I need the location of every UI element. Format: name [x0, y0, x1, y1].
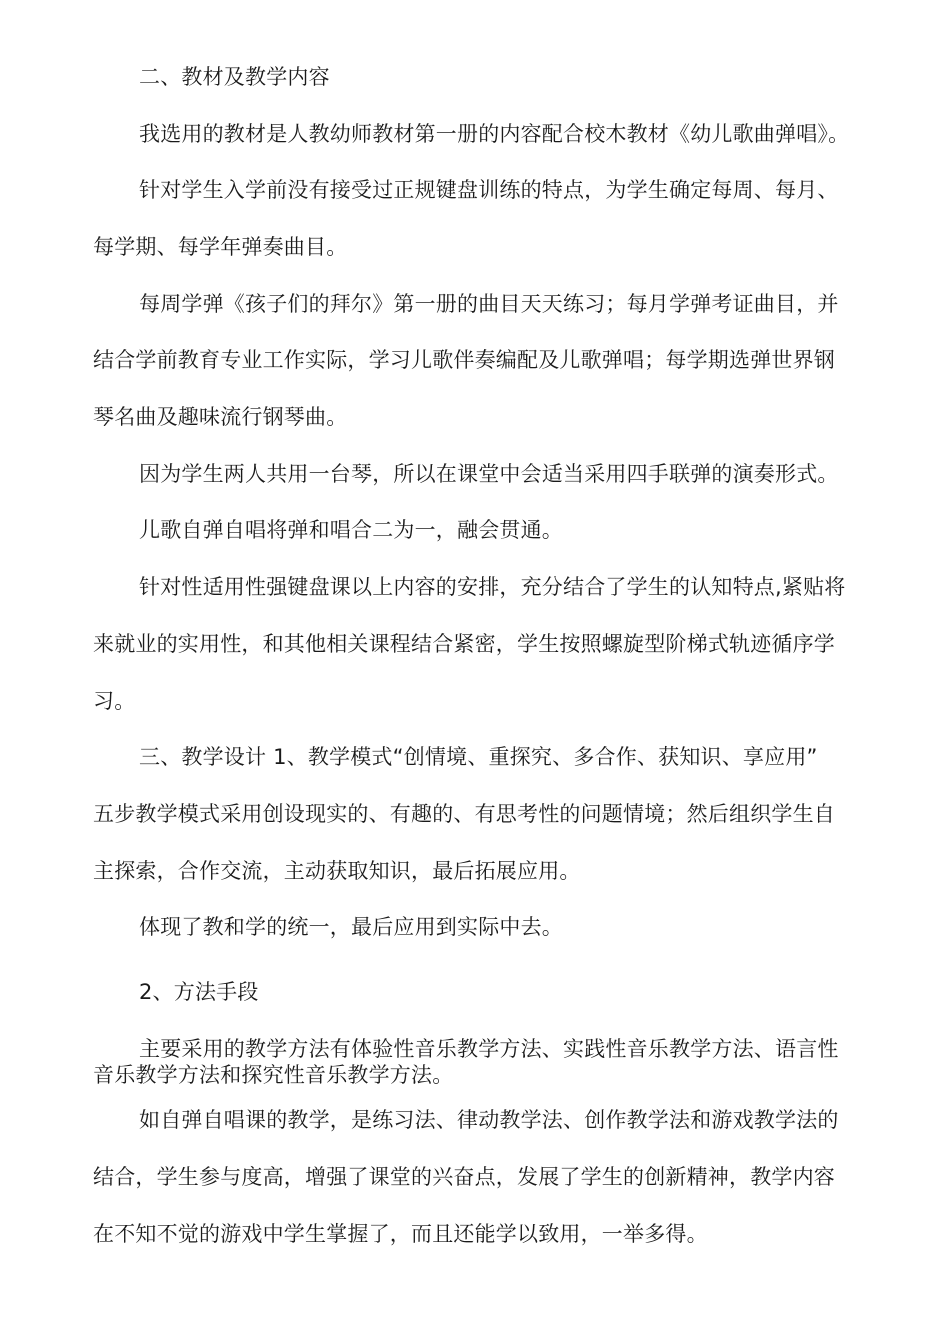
section-heading-textbook: 二、教材及教学内容: [139, 65, 330, 89]
paragraph-line: 习。: [93, 689, 136, 713]
paragraph-line: 体现了教和学的统一，最后应用到实际中去。: [139, 915, 563, 939]
paragraph-line: 来就业的实用性，和其他相关课程结合紧密，学生按照螺旋型阶梯式轨迹循序学: [93, 632, 835, 656]
paragraph-line: 主探索，合作交流，主动获取知识，最后拓展应用。: [93, 859, 581, 883]
paragraph-line: 琴名曲及趣味流行钢琴曲。: [93, 405, 348, 429]
paragraph-line: 针对性适用性强键盘课以上内容的安排，充分结合了学生的认知特点,紧贴将: [139, 575, 846, 599]
paragraph-line: 结合学前教育专业工作实际，学习儿歌伴奏编配及儿歌弹唱；每学期选弹世界钢: [93, 348, 835, 372]
paragraph-line: 儿歌自弹自唱将弹和唱合二为一，融会贯通。: [139, 518, 563, 542]
paragraph-line: 结合，学生参与度高，增强了课堂的兴奋点，发展了学生的创新精神，教学内容: [93, 1165, 835, 1189]
paragraph-line: 我选用的教材是人教幼师教材第一册的内容配合校木教材《幼儿歌曲弹唱》。: [139, 122, 850, 146]
paragraph-line: 音乐教学方法和探究性音乐教学方法。: [93, 1063, 454, 1087]
paragraph-line: 在不知不觉的游戏中学生掌握了，而且还能学以致用，一举多得。: [93, 1222, 708, 1246]
paragraph-line: 主要采用的教学方法有体验性音乐教学方法、实践性音乐教学方法、语言性: [139, 1037, 839, 1061]
paragraph-line: 五步教学模式采用创设现实的、有趣的、有思考性的问题情境；然后组织学生自: [93, 802, 835, 826]
subsection-heading-methods: 2、方法手段: [139, 980, 259, 1004]
paragraph-line: 因为学生两人共用一台琴，所以在课堂中会适当采用四手联弹的演奏形式。: [139, 462, 839, 486]
paragraph-line: 每学期、每学年弹奏曲目。: [93, 235, 348, 259]
paragraph-line: 针对学生入学前没有接受过正规键盘训练的特点，为学生确定每周、每月、: [139, 178, 839, 202]
paragraph-line: 如自弹自唱课的教学，是练习法、律动教学法、创作教学法和游戏教学法的: [139, 1108, 839, 1132]
section-heading-design: 三、教学设计 1、教学模式“创情境、重探究、多合作、获知识、享应用”: [139, 745, 818, 769]
paragraph-line: 每周学弹《孩子们的拜尔》第一册的曲目天天练习；每月学弹考证曲目，并: [139, 292, 839, 316]
